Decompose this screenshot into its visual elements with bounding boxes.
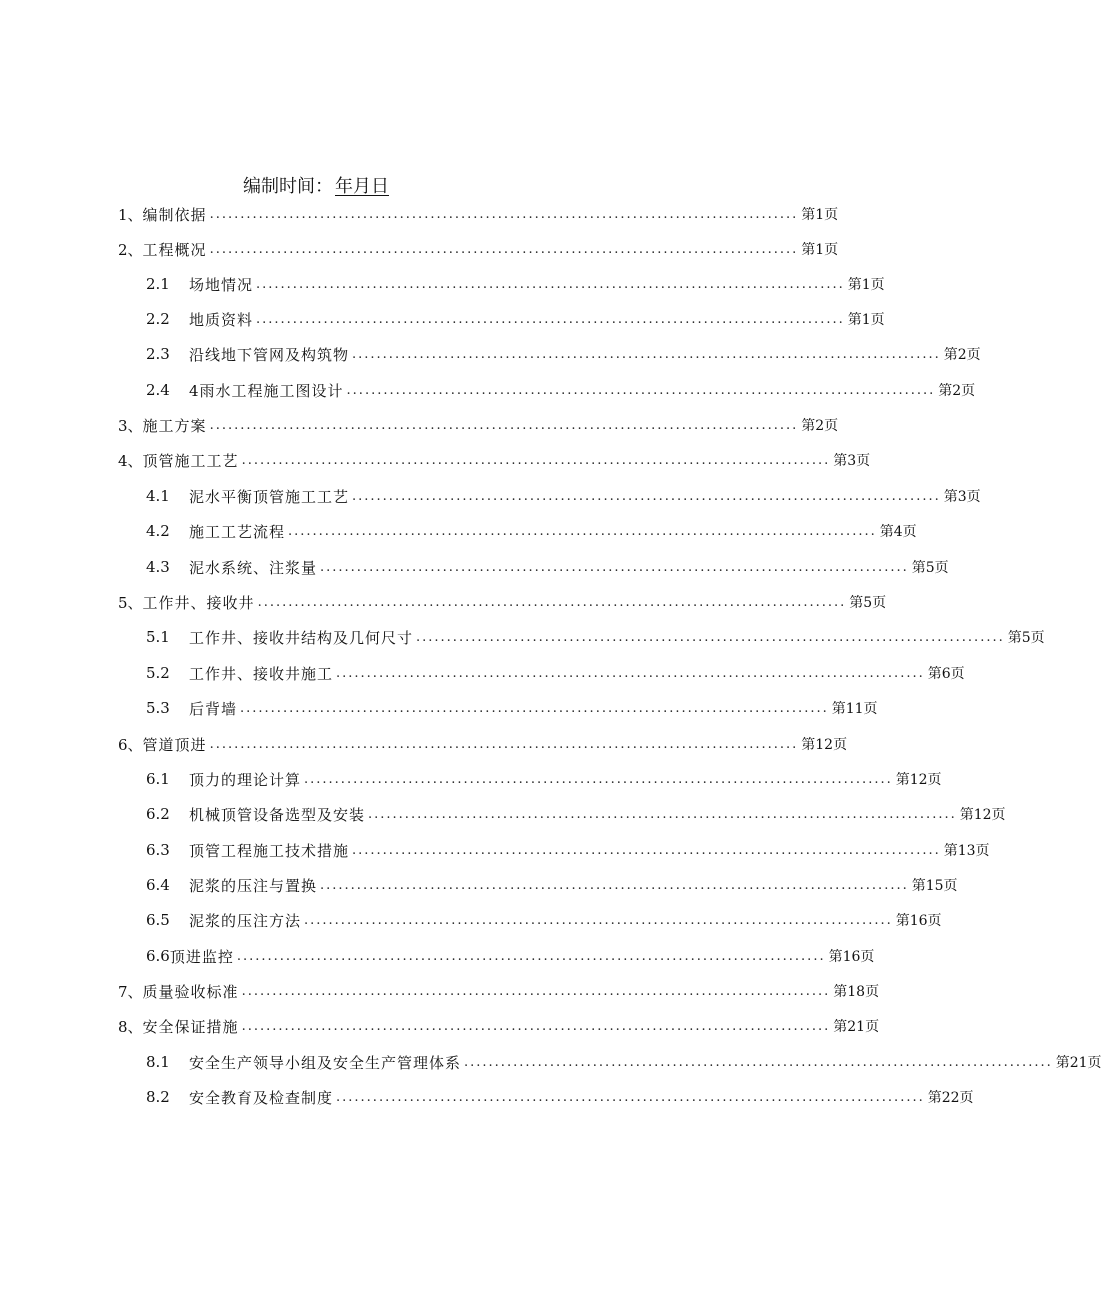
toc-entry-title: 施工方案 (142, 416, 207, 435)
toc-entry-page: 第12页 (801, 737, 848, 753)
toc-entry-number: 4.3 (146, 558, 170, 576)
toc-entry-title: 后背墙 (189, 699, 238, 718)
toc-entry[interactable] (146, 519, 917, 543)
toc-entry-title: 安全教育及检查制度 (189, 1088, 334, 1107)
toc-entry-title: 泥水系统、注浆量 (189, 558, 318, 577)
toc-entry[interactable] (146, 307, 885, 331)
toc-entry[interactable] (146, 838, 990, 862)
toc-entry[interactable] (118, 732, 848, 756)
toc-entry-page: 第5页 (911, 560, 949, 576)
toc-entry-page: 第21页 (833, 1019, 880, 1035)
toc-entry-number: 4.1 (146, 487, 170, 505)
toc-entry-page: 第5页 (1007, 630, 1045, 646)
toc-entry-leader: ................................................................................................ (209, 206, 799, 222)
toc-entry-leader: ................................................................................................ (256, 276, 845, 292)
toc-entry-number: 2.4 (146, 381, 170, 399)
toc-entry-leader: ................................................................................................ (352, 842, 941, 858)
toc-entry[interactable] (146, 696, 878, 720)
compile-time (243, 174, 389, 200)
toc-entry-leader: ................................................................................................ (304, 912, 893, 928)
toc-entry-page: 第16页 (895, 913, 942, 929)
toc-entry-number: 5、 (118, 593, 143, 612)
toc-entry-leader: ................................................................................................ (209, 736, 799, 752)
toc-entry-leader: ................................................................................................ (336, 665, 925, 681)
toc-entry-number: 5.1 (146, 628, 170, 646)
toc-entry-page: 第1页 (847, 312, 885, 328)
toc-entry-leader: ................................................................................................ (257, 594, 847, 610)
toc-entry-title: 泥浆的压注方法 (189, 911, 302, 930)
toc-entry-number: 4.2 (146, 522, 170, 540)
toc-entry-title: 地质资料 (189, 310, 254, 329)
toc-entry-number: 6.4 (146, 876, 170, 894)
toc-entry[interactable] (118, 448, 871, 472)
toc-entry-title: 工程概况 (142, 240, 207, 259)
toc-entry-page: 第2页 (801, 418, 839, 434)
toc-entry-number: 2.1 (146, 275, 170, 293)
toc-entry[interactable] (146, 555, 949, 579)
toc-entry[interactable] (118, 237, 839, 261)
toc-entry-number: 5.3 (146, 699, 170, 717)
toc-entry-leader: ................................................................................................ (346, 382, 936, 398)
toc-entry-title: 4雨水工程施工图设计 (189, 381, 344, 400)
toc-entry-number: 8、 (118, 1017, 143, 1036)
toc-entry[interactable] (118, 413, 839, 437)
toc-entry-page: 第1页 (847, 277, 885, 293)
toc-entry[interactable] (146, 342, 981, 366)
toc-entry-leader: ................................................................................................ (241, 983, 831, 999)
toc-entry-page: 第1页 (801, 242, 839, 258)
toc-entry-number: 3、 (118, 416, 143, 435)
toc-entry-title: 施工工艺流程 (189, 522, 286, 541)
toc-entry-leader: ................................................................................................ (304, 771, 893, 787)
toc-entry-page: 第5页 (849, 595, 887, 611)
toc-entry-number: 6、 (118, 735, 143, 754)
toc-entry-page: 第13页 (943, 843, 990, 859)
toc-entry-number: 5.2 (146, 664, 170, 682)
toc-entry-leader: ................................................................................................ (320, 559, 909, 575)
toc-entry-leader: ................................................................................................ (240, 700, 829, 716)
toc-entry-leader: ................................................................................................ (416, 629, 1005, 645)
toc-entry-title: 安全生产领导小组及安全生产管理体系 (189, 1053, 462, 1072)
toc-entry-leader: ................................................................................................ (464, 1054, 1053, 1070)
toc-entry-leader: ................................................................................................ (352, 488, 941, 504)
toc-entry-leader: ................................................................................................ (336, 1089, 925, 1105)
toc-entry-number: 2.3 (146, 345, 170, 363)
toc-entry-title: 泥水平衡顶管施工工艺 (189, 487, 350, 506)
toc-entry[interactable] (118, 1014, 880, 1038)
toc-entry[interactable] (146, 378, 976, 402)
toc-entry-title: 场地情况 (189, 275, 254, 294)
toc-entry-leader: ................................................................................................ (236, 948, 826, 964)
toc-entry[interactable] (146, 802, 1006, 826)
toc-entry-page: 第12页 (959, 807, 1006, 823)
toc-entry-page: 第18页 (833, 984, 880, 1000)
toc-entry-leader: ................................................................................................ (241, 452, 831, 468)
toc-entry-page: 第3页 (833, 453, 871, 469)
toc-entry-page: 第15页 (911, 878, 958, 894)
toc-entry-title: 工作井、接收井 (142, 593, 255, 612)
toc-entry[interactable] (146, 484, 981, 508)
toc-entry[interactable] (146, 1050, 1102, 1074)
toc-entry-leader: ................................................................................................ (256, 311, 845, 327)
toc-entry-page: 第22页 (927, 1090, 974, 1106)
toc-entry-page: 第12页 (895, 772, 942, 788)
toc-entry[interactable] (146, 625, 1045, 649)
toc-entry-number: 6.3 (146, 841, 170, 859)
toc-entry[interactable] (146, 873, 958, 897)
toc-entry[interactable] (146, 767, 942, 791)
toc-entry-page: 第4页 (879, 524, 917, 540)
toc-entry-number: 7、 (118, 982, 143, 1001)
toc-entry-title: 质量验收标准 (142, 982, 239, 1001)
toc-entry-page: 第16页 (828, 949, 875, 965)
toc-entry[interactable] (146, 661, 965, 685)
toc-entry-page: 第11页 (831, 701, 878, 717)
toc-entry[interactable] (146, 908, 942, 932)
toc-entry-leader: ................................................................................................ (209, 241, 799, 257)
toc-entry-page: 第2页 (938, 383, 976, 399)
toc-entry-leader: ................................................................................................ (352, 346, 941, 362)
toc-entry[interactable] (118, 979, 880, 1003)
toc-entry-number: 6.2 (146, 805, 170, 823)
toc-entry-number: 8.2 (146, 1088, 170, 1106)
toc-entry-title: 顶管施工工艺 (142, 451, 239, 470)
toc-entry-leader: ................................................................................................ (241, 1018, 831, 1034)
toc-entry-title: 工作井、接收井施工 (189, 664, 334, 683)
toc-entry-title: 顶进监控 (169, 947, 234, 966)
toc-entry-page: 第6页 (927, 666, 965, 682)
toc-entry-title: 编制依据 (142, 205, 207, 224)
compile-time-label: 编制时间： (243, 176, 333, 197)
toc-entry-title: 泥浆的压注与置换 (189, 876, 318, 895)
toc-entry-number: 6.5 (146, 911, 170, 929)
compile-time-value: 年月日 (335, 176, 389, 197)
toc-entry-page: 第1页 (801, 207, 839, 223)
toc-entry[interactable] (146, 272, 885, 296)
toc-entry-number: 6.1 (146, 770, 170, 788)
toc-entry-title: 顶力的理论计算 (189, 770, 302, 789)
toc-entry[interactable] (118, 202, 839, 226)
toc-entry-page: 第21页 (1055, 1055, 1102, 1071)
toc-entry-leader: ................................................................................................ (368, 806, 957, 822)
toc-entry-leader: ................................................................................................ (288, 523, 877, 539)
toc-entry-title: 沿线地下管网及构筑物 (189, 345, 350, 364)
toc-entry-page: 第2页 (943, 347, 981, 363)
toc-entry-title: 顶管工程施工技术措施 (189, 841, 350, 860)
toc-entry[interactable] (146, 1085, 974, 1109)
toc-entry-title: 管道顶进 (142, 735, 207, 754)
toc-entry-title: 安全保证措施 (142, 1017, 239, 1036)
toc-entry-leader: ................................................................................................ (320, 877, 909, 893)
toc-entry-leader: ................................................................................................ (209, 417, 799, 433)
toc-entry-number: 1、 (118, 205, 143, 224)
toc-entry-number: 6.6 (146, 947, 170, 965)
toc-entry-title: 机械顶管设备选型及安装 (189, 805, 366, 824)
toc-entry-number: 2、 (118, 240, 143, 259)
toc-entry-number: 8.1 (146, 1053, 170, 1071)
toc-entry[interactable] (118, 590, 887, 614)
toc-entry-number: 2.2 (146, 310, 170, 328)
toc-entry-number: 4、 (118, 451, 143, 470)
toc-entry-page: 第3页 (943, 489, 981, 505)
toc-entry[interactable] (146, 944, 875, 968)
toc-entry-title: 工作井、接收井结构及几何尺寸 (189, 628, 414, 647)
